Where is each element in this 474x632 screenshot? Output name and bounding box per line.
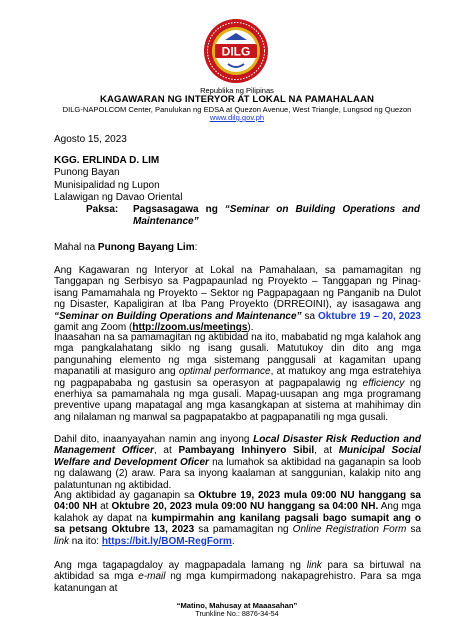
p5-italic: link [306,560,322,571]
salutation-prefix: Mahal na [54,242,98,253]
p4-deadline: kumpirmahin ang kanilang pagsali bago sumapit ang o sa petsang Oktubre 13, 2023 [54,512,421,536]
zoom-link[interactable]: http://zoom.us/meetings [132,322,248,334]
p4-text: at [97,501,112,513]
department-name: KAGAWARAN NG INTERYOR AT LOKAL NA PAMAHALAAN [99,94,375,105]
paragraph-1 [54,265,421,333]
p4-text: Ang mga kalahok ay dapat na [54,501,421,524]
paragraph-3 [54,434,421,491]
p4-text: na ito: [69,535,102,547]
p5-text: para sa birtuwal na aktibidad sa mga [54,560,421,583]
p3-text: na lumahok sa aktibidad na gaganapin sa loob ng dalawang (2) araw. Para sa inyong kaalaman at sanggunian, kalakip nito ang palatuntunan ng aktibidad. [54,456,422,491]
website-link[interactable]: www.dilg.gov.ph [209,113,265,122]
p2-italic: efficiency [362,377,405,389]
p4-italic: Online Registration Form [292,524,407,536]
republic-line: Republika ng Pilipinas [200,86,274,95]
salutation-name: Punong Bayang Lim [97,242,195,253]
p1-seminar-title: “Seminar on Building Operations and Maintenance” [54,310,302,322]
p4-text: sa pamamagitan ng [194,524,293,536]
addressee-office: Munisipalidad ng Lupon [54,179,160,191]
p5-italic: e-mail [138,571,166,583]
addressee-name: KGG. ERLINDA D. LIM [54,155,160,166]
p1-text: gamit ang Zoom ( [54,322,133,334]
p4-schedule-day2: Oktubre 20, 2023 mula 09:00 NU hanggang sa 04:00 NH. [111,501,379,513]
footer-trunkline: Trunkline No.: 8876-34-54 [195,609,279,618]
p3-text: , at [314,445,339,457]
seal-text: DILG [221,44,251,59]
addressee-province: Lalawigan ng Davao Oriental [54,191,183,203]
p4-italic: link [54,535,70,547]
letter-date: Agosto 15, 2023 [54,134,127,145]
paragraph-4 [54,490,421,547]
p4-text: . [231,535,235,547]
p3-text: Dahil dito, inaanyayahan namin ang inyong [54,434,254,445]
p5-text: Ang mga tagapagdaloy ay magpapadala lamang ng [54,560,307,571]
subject-text [133,204,420,229]
p3-officer-1: Local Disaster Risk Reduction and Management Officer [54,434,421,457]
addressee-block [54,155,182,204]
p1-text: ). [247,322,254,334]
p4-text: sa [406,524,422,536]
registration-link[interactable]: https://bit.ly/BOM-RegForm [101,535,232,547]
dilg-seal-icon [203,18,269,84]
p3-officer-2: Pambayang Inhinyero Sibil [178,445,315,457]
p2-text: Inaasahan na sa pamamagitan ng aktibidad na ito, mababatid ng mga kalahok ang mga pangkalahatang siklo ng isang gusali. Matutukoy din dito ang mga pangunahing elemento ng mga sistemang panggusali at kagamitan upang mapanatili at masiguro ang [54,332,421,378]
paragraph-2 [54,332,421,423]
p5-text: ng mga kumpirmadong nakapagrehistro. Para sa mga katanungan at [54,571,421,594]
subject-title: “Seminar on Building Operations and Maintenance” [133,204,420,228]
paragraph-5 [54,560,421,595]
p3-officer-3: Municipal Social Welfare and Development Oficer [54,445,421,468]
p2-text: , at matukoy ang mga estratehiya ng pagpapababa ng gastusin sa operasyon at pagpapalawig ng [54,366,421,389]
p4-text: Ang aktibidad ay gaganapin sa [54,490,199,501]
subject-prefix: Pagsasagawa ng [133,204,225,215]
office-address: DILG-NAPOLCOM Center, Panulukan ng EDSA at Quezon Avenue, West Triangle, Lungsod ng Quezon [62,105,412,114]
addressee-title: Punong Bayan [54,167,120,179]
p1-text: Ang Kagawaran ng Interyor at Lokal na Pamahalaan, sa pamamagitan ng Tanggapan ng Serbisyo sa Pagpapaunlad ng Proyekto – Tanggapan ng Pinag-isang Pamamahala ng Proyekto – Sektor ng Pagpapagaan ng Panganib na Dulot ng Disaster, Kapaligiran at Iba Pang Proyekto (DRREOINI), ay isasagawa ang [54,265,421,311]
salutation-suffix: : [194,242,198,253]
p3-text: , at [153,445,179,457]
subject-label: Paksa: [86,204,119,215]
p4-schedule-day1: Oktubre 19, 2023 mula 09:00 NU hanggang sa 04:00 NH [54,490,421,513]
p1-text: sa [301,310,319,322]
footer-motto: “Matino, Mahusay at Maaasahan” [176,601,298,610]
p2-italic: optimal performance [178,366,271,378]
salutation [54,242,197,253]
p1-event-dates: Oktubre 19 – 20, 2023 [318,310,421,322]
p2-text: ng enerhiya sa pamamahala ng mga gusali. Mapag-uusapan ang mga programang preventive upang mapatagal ang mga kasangkapan at sistema at mahihimay din ang nilalaman ng manwal sa pagpapatakbo at pagpapanatili ng mga gusali. [54,377,421,423]
